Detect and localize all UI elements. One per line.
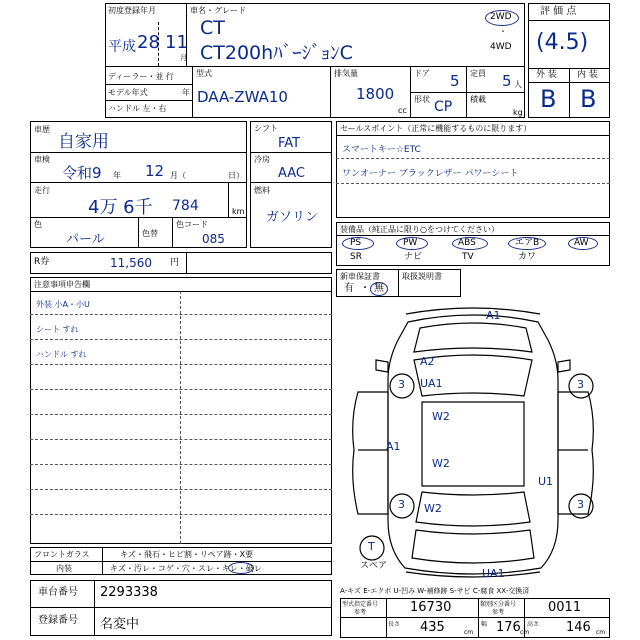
height-unit: cm	[596, 629, 606, 636]
width-label: 幅	[481, 621, 488, 628]
notes-label: 注意事項申告欄	[34, 280, 90, 289]
recycle-label: R券	[34, 257, 50, 267]
color-label: 色	[34, 220, 42, 229]
inspection-label: 車検	[34, 155, 50, 164]
equip-pw: PW	[403, 238, 418, 248]
mark-a2: A2	[420, 355, 435, 368]
model-year-label: モデル年式	[108, 88, 148, 97]
fuel-label: 燃料	[254, 186, 270, 195]
inspection-year-unit: 年	[113, 171, 121, 180]
drive-2wd: 2WD	[490, 12, 512, 22]
note-line-1: 外装 小A・小U	[36, 300, 90, 309]
tire-rr: 3	[577, 498, 584, 511]
row1-label-a: 型式指定番号	[342, 601, 379, 608]
km-unit: km	[232, 207, 245, 216]
tone-label: 色替	[142, 229, 158, 238]
sales-points-line1: スマートキー☆ETC	[342, 145, 421, 155]
row1-value2: 0011	[548, 600, 582, 615]
capacity-label: 定員	[470, 69, 486, 78]
height-label: 高さ	[527, 621, 540, 628]
recycle-amount: 11,560	[110, 256, 152, 270]
shift-label: シフト	[254, 124, 278, 133]
era: 平成	[108, 39, 136, 55]
load-label: 積載	[470, 95, 486, 104]
sales-points-line2: ワンオーナー ブラックレザー パワーシート	[342, 169, 519, 179]
warranty-yes: 有	[344, 283, 354, 294]
car-name: CT	[200, 17, 225, 39]
color-code: 085	[202, 232, 225, 246]
length: 435	[420, 620, 445, 635]
tire-rl: 3	[398, 498, 405, 511]
color-code-label: 色コード	[176, 220, 208, 229]
interior-cond-label: 内装	[56, 564, 72, 573]
note-line-2: シート すれ	[36, 325, 79, 334]
mark-u1: U1	[538, 475, 554, 488]
ac-label: 冷房	[254, 155, 270, 164]
row1-label-b: 参考	[354, 609, 367, 616]
mark-w2-mid: W2	[432, 457, 450, 470]
row1-label-d: 参考	[492, 609, 505, 616]
notes-block	[30, 277, 332, 544]
inspection-month-unit: 月（	[170, 171, 186, 180]
equip-sr: SR	[350, 252, 362, 262]
reg-year: 28	[137, 32, 160, 53]
car-name-label: 車名・グレード	[190, 6, 246, 15]
dealer-label: ディーラー・並 行	[108, 72, 174, 81]
spare-label: スペア	[360, 561, 388, 571]
sales-points-label: セールスポイント（正常に機能するものに限ります）	[340, 124, 532, 133]
equip-airbag: エアB	[515, 238, 540, 248]
grade-title: 評 価 点	[540, 6, 577, 17]
kg-unit: kg	[513, 108, 523, 117]
registration-label: 登録番号	[38, 615, 78, 626]
width: 176	[496, 620, 521, 635]
width-unit: cm	[520, 629, 530, 636]
recycle-unit: 円	[170, 258, 180, 268]
front-glass-label: フロントガラス	[34, 550, 90, 559]
ac: AAC	[278, 166, 305, 181]
registration-value: 名変中	[100, 617, 140, 632]
inspection-month: 12	[145, 162, 165, 180]
note-line-3: ハンドル すれ	[36, 350, 87, 359]
inspection-era: 令和9	[62, 164, 102, 182]
manual-label: 取扱説明書	[402, 272, 442, 281]
shape-label: 形状	[414, 95, 430, 104]
recycle-block	[30, 252, 332, 274]
interior-grade: B	[580, 85, 597, 113]
displacement: 1800	[356, 85, 395, 103]
warranty-label: 新車保証書	[340, 272, 380, 281]
exterior-label: 外 装	[536, 70, 557, 80]
equip-navi: ナビ	[404, 252, 423, 262]
first-reg-label: 初度登録年月	[108, 6, 156, 15]
interior-label: 内 装	[577, 70, 598, 80]
warranty-no: 無	[374, 283, 384, 294]
usage: 自家用	[58, 132, 109, 152]
mark-left-a1: A1	[386, 440, 401, 453]
car-damage-diagram	[336, 300, 610, 590]
equip-ps: PS	[350, 238, 362, 248]
color: パール	[66, 232, 105, 247]
capacity-unit: 人	[514, 80, 522, 89]
equipment-label: 装備品（純正品に限り○をつけてください）	[340, 225, 499, 234]
interior-cond-items: キズ・汚レ・コゲ・穴・スレ・キレ・破レ	[110, 564, 262, 573]
spare-letter: T	[368, 540, 375, 553]
usage-label: 車歴	[34, 125, 50, 134]
mileage-sub: 784	[172, 198, 199, 214]
drive-4wd: 4WD	[490, 42, 512, 52]
handle-label: ハンドル 左・右	[108, 104, 167, 113]
length-label: 長さ	[388, 621, 401, 628]
tire-fl: 3	[398, 378, 405, 391]
chassis-value: 2293338	[100, 585, 158, 600]
mark-ua1: UA1	[420, 377, 443, 390]
chassis-label: 車台番号	[38, 587, 78, 598]
front-glass-items: キズ・飛石・ヒビ割・リペア跡・X要	[120, 550, 254, 559]
grade-name: CT200hﾊﾞｰｼﾞｮﾝC	[200, 42, 353, 64]
height: 146	[566, 620, 591, 635]
row1-label-c: 類別区分番号	[480, 601, 517, 608]
shape: CP	[434, 99, 453, 115]
equip-tv: TV	[462, 252, 474, 262]
exterior-grade: B	[540, 85, 557, 113]
inspection-day-unit: 日）	[228, 171, 244, 180]
grade-score: (4.5)	[536, 30, 589, 55]
length-unit: cm	[464, 629, 474, 636]
model-year-unit: 年	[182, 88, 190, 97]
month-unit: 月	[180, 54, 187, 62]
mark-w2-top: W2	[432, 410, 450, 423]
mileage-main: 4万 6千	[88, 197, 153, 218]
reg-month: 11	[165, 32, 188, 53]
interior-circled	[228, 562, 254, 574]
equip-leather: カワ	[518, 252, 537, 262]
type-label: 型式	[196, 69, 212, 78]
equip-aw: AW	[574, 238, 589, 248]
fuel: ガソリン	[266, 210, 319, 225]
mark-w2-rear: W2	[424, 502, 442, 515]
type-value: DAA-ZWA10	[197, 88, 288, 106]
equip-abs: ABS	[458, 238, 476, 248]
mark-front-a1: A1	[486, 309, 501, 322]
cc-unit: cc	[398, 106, 407, 115]
doors: 5	[450, 72, 460, 90]
mileage-label: 走行	[34, 186, 50, 195]
capacity: 5	[502, 72, 512, 90]
row1-value: 16730	[410, 600, 452, 615]
tire-fr: 3	[577, 378, 584, 391]
door-label: ドア	[414, 69, 430, 78]
displacement-label: 排気量	[334, 69, 358, 78]
mark-rear-ua1: UA1	[482, 567, 505, 580]
damage-legend: A-キズ E-エクボ U-凹み W-補修跡 S-サビ C-腐食 XX-交換済	[340, 587, 530, 595]
shift: FAT	[278, 136, 301, 151]
